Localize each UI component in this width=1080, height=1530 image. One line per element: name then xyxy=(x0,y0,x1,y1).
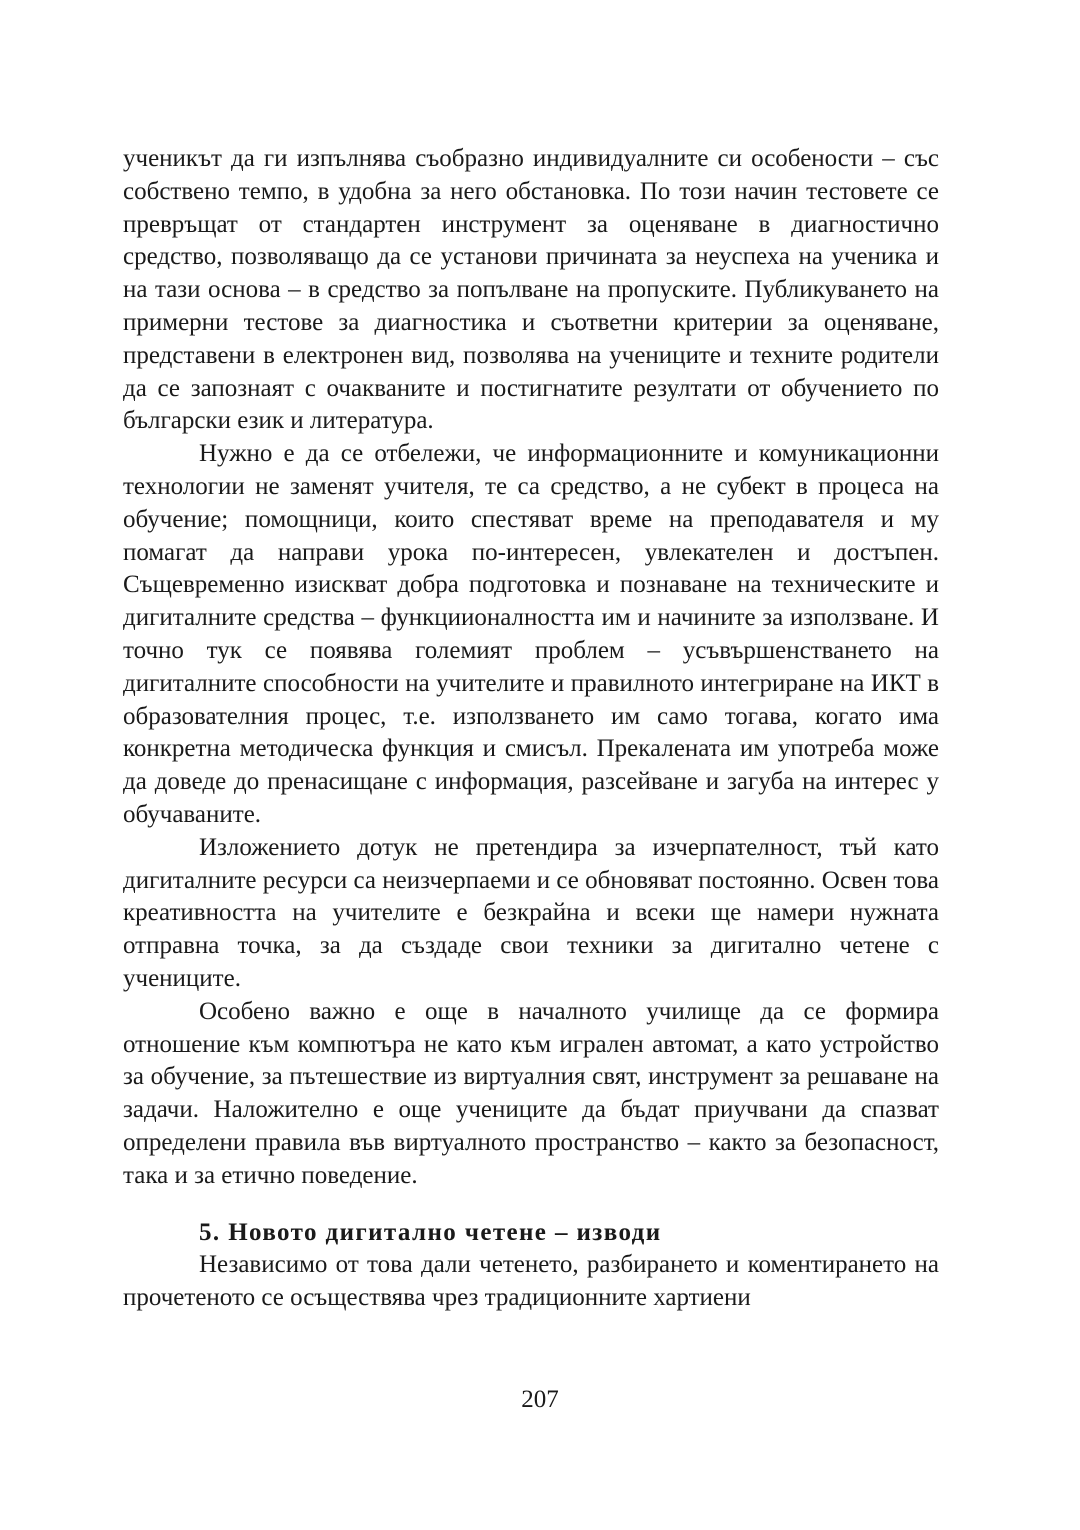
paragraph-1: ученикът да ги изпълнява съобразно индивидуалните си особености – със собствено темпо, в удобна за него обстановка. По този начин тестовете се превръщат от стандартен инструмент за оценяване в диагностично средство, позволяващо да се установи причината за неуспеха на ученика и на тази основа – в средство за попълване на пропуските. Публикуването на примерни тестове за диагностика и съответни критерии за оценяване, представени в електронен вид, позволява на учениците и техните родители да се запознаят с очакваните и постигнатите резултати от обучението по български език и литература. xyxy=(123,145,939,435)
section-paragraph: Независимо от това дали четенето, разбирането и коментирането на прочетеното се осъществява чрез традиционните хартиени xyxy=(123,1251,939,1312)
section-heading: 5. Новото дигитално четене – изводи xyxy=(199,1218,662,1246)
page-number: 207 xyxy=(521,1386,559,1413)
paragraph-4: Особено важно е още в началното училище да се формира отношение към компютъра не като към игрален автомат, а като устройство за обучение, за пътешествие из виртуалния свят, инструмент за решаване на задачи. Наложително е още учениците да бъдат приучвани да спазват определени правила във виртуалното пространство – както за безопасност, така и за етично поведение. xyxy=(123,997,939,1189)
body-text xyxy=(123,143,939,1315)
paragraph-2: Нужно е да се отбележи, че информационните и комуникационни технологии не заменят учителя, те са средство, а не субект в процеса на обучение; помощници, които спестяват време на преподавателя и му помагат да направи урока по-интересен, увлекателен и достъпен. Същевременно изискват добра подготовка и познаване на техническите и дигиталните средства – функциионалността им и начините за използване. И точно тук се появява големият проблем – усъвършенстването на дигиталните способности на учителите и правилното интегриране на ИКТ в образователния процес, т.е. използването им само тогава, когато има конкретна методическа функция и смисъл. Прекалената им употреба може да доведе до пренасищане с информация, разсейване и загуба на интерес у обучаваните. xyxy=(123,440,939,828)
paragraph-3: Изложението дотук не претендира за изчерпателност, тъй като дигиталните ресурси са неизчерпаеми и се обновяват постоянно. Освен това креативността на учителите е безкрайна и всеки ще намери нужната отправна точка, за да създаде свои техники за дигитално четене с учениците. xyxy=(123,833,939,992)
